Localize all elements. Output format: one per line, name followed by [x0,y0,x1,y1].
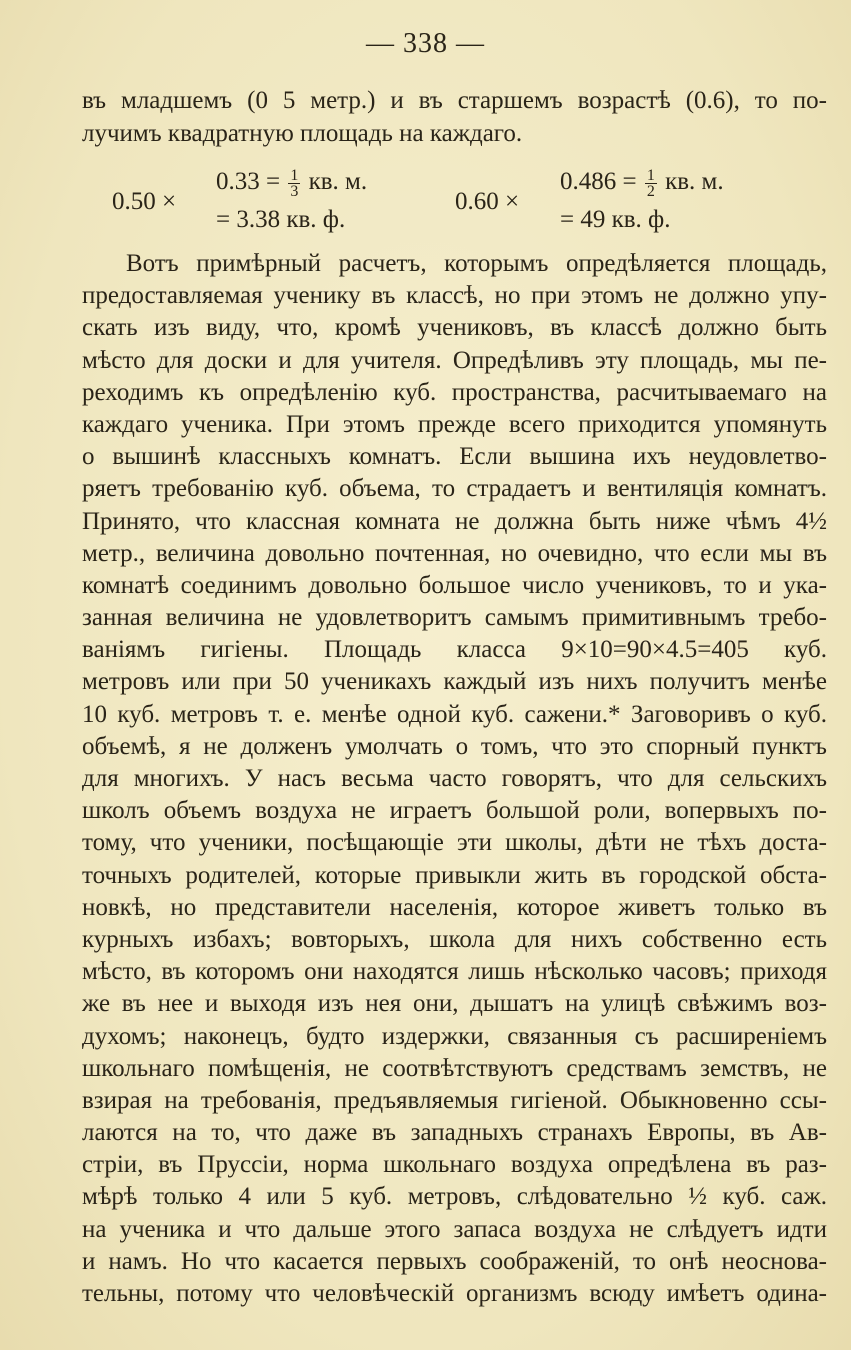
formula-right-top-value: 0.486 = [560,168,637,196]
text-line: для многихъ. У насъ весьма часто говорятъ, что для сельскихъ [82,765,827,792]
text-line: мѣсто для доски и для учителя. Опредѣливъ эту площадь, мы пе- [82,346,827,374]
text-line: новкѣ, но представители населенія, которое живетъ только въ [82,893,827,921]
intro-line: лучимъ квадратную площадь на каждаго. [82,120,523,147]
fraction-numerator: 1 [646,167,655,184]
formula-right-unit: кв. м. [665,168,724,196]
text-line: на ученика и что дальше этого запаса воздуха не слѣдуетъ идти [82,1215,827,1243]
fraction-denominator: 2 [646,183,655,200]
text-line: 10 куб. метровъ т. е. менѣе одной куб. сажени.* Заговоривъ о куб. [82,700,827,728]
text-line: школъ объемъ воздуха не играетъ большой роли, вопервыхъ по- [82,797,827,825]
text-line: комнатѣ соединимъ довольно большое число учениковъ, то и ука- [82,571,827,599]
formula-right-fraction [645,168,657,199]
text-line: тельны, потому что человѣческій организмъ всюду имѣетъ одина- [82,1280,827,1307]
formula-left-fraction [288,168,300,199]
formula-left-unit: кв. м. [308,168,368,196]
text-line: мѣрѣ только 4 или 5 куб. метровъ, слѣдовательно ½ куб. саж. [82,1183,827,1211]
page-number: — 338 — [366,28,485,59]
text-line: объемѣ, я не долженъ умолчать о томъ, что это спорный пунктъ [82,732,827,760]
text-line: точныхъ родителей, которые привыкли жить въ городской обста- [82,861,827,889]
text-line: метровъ или при 50 ученикахъ каждый изъ нихъ получитъ менѣе [82,668,827,696]
text-line: о вышинѣ классныхъ комнатъ. Если вышина ихъ неудовлетво- [82,443,827,471]
text-line: духомъ; наконецъ, будто издержки, связанныя съ расширеніемъ [82,1022,827,1050]
formula-right-factor: 0.60 × [455,188,520,215]
intro-paragraph [82,84,827,150]
formula-right-top [560,168,724,199]
fraction-denominator: 3 [290,183,299,200]
formula-left-bottom: = 3.38 кв. ф. [216,206,346,233]
text-line: взирая на требованія, предъявляемыя гигіеной. Обыкновенно ссы- [82,1086,827,1114]
text-line: курныхъ избахъ; вовторыхъ, школа для нихъ собственно есть [82,925,827,953]
text-line: каждаго ученика. При этомъ прежде всего приходится упомянуть [82,410,827,438]
text-line: занная величина не удовлетворитъ самымъ примитивнымъ требо- [82,604,827,632]
text-line: предоставляемая ученику въ классѣ, но при этомъ не должно упу- [82,282,827,310]
text-line: ваніямъ гигіены. Площадь класса 9×10=90×4.5=405 куб. [82,636,827,664]
formula-left-factor: 0.50 × [112,188,177,215]
text-line: скать изъ виду, что, кромѣ учениковъ, въ классѣ должно быть [82,314,827,342]
intro-line: въ младшемъ (0 5 метр.) и въ старшемъ возрастѣ (0.6), то по- [82,87,827,114]
text-line: ряетъ требованію куб. объема, то страдаетъ и вентиляція комнатъ. [82,475,827,503]
text-line: Вотъ примѣрный расчетъ, которымъ опредѣляется площадь, [126,250,827,277]
text-line: метр., величина довольно почтенная, но очевидно, что если мы въ [82,539,827,567]
text-line: лаются на то, что даже въ западныхъ странахъ Европы, въ Ав- [82,1119,827,1147]
main-paragraph [82,248,827,1310]
text-line: стріи, въ Пруссіи, норма школьнаго воздуха опредѣлена въ раз- [82,1151,827,1179]
text-line: мѣсто, въ которомъ они находятся лишь нѣсколько часовъ; приходя [82,958,827,986]
text-line: школьнаго помѣщенія, не соотвѣтствуютъ средствамъ земствъ, не [82,1054,827,1082]
formula-left-top [216,168,367,199]
fraction-numerator: 1 [290,167,299,184]
text-line: же въ нее и выходя изъ нея они, дышатъ на улицѣ свѣжимъ воз- [82,990,827,1018]
text-line: тому, что ученики, посѣщающіе эти школы, дѣти не тѣхъ доста- [82,829,827,857]
text-line: Принято, что классная комната не должна быть ниже чѣмъ 4½ [82,507,827,535]
text-line: и намъ. Но что касается первыхъ соображеній, то онѣ неоснова- [82,1247,827,1275]
formula-right-bottom: = 49 кв. ф. [560,206,671,233]
text-line: реходимъ къ опредѣленію куб. пространства, расчитываемаго на [82,378,827,406]
formula-left-top-value: 0.33 = [216,168,281,196]
